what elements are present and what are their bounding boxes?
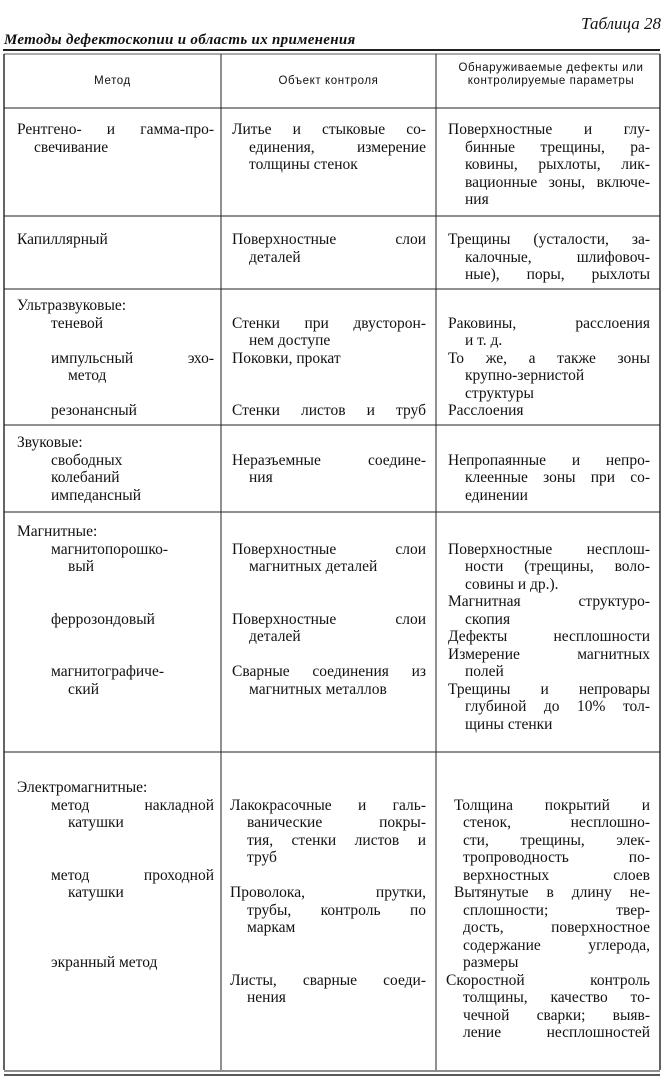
row5-defects1-line5: скопия xyxy=(465,610,511,628)
row5-group-label: Магнитные: xyxy=(17,523,98,540)
row3-defects1-line2: и т. д. xyxy=(465,332,503,349)
row5-object1-line1: Поверхностные слои xyxy=(232,540,426,558)
row6-defects xyxy=(446,797,650,1042)
row3-method2-line1: импульсный эхо- xyxy=(51,349,214,367)
row5-object3-line2: магнитных металлов xyxy=(249,680,387,698)
row6-defects3-line4: ление несплошностей xyxy=(463,1024,650,1041)
row5-object xyxy=(232,541,426,699)
row3-method xyxy=(17,297,214,420)
row3-defects2-line3: структуры xyxy=(465,384,534,402)
row5-defects2-line1: Дефекты несплошности xyxy=(448,628,650,645)
row1-method-line1: Рентгено- и гамма-про- xyxy=(17,121,214,138)
row5-defects2-line3: полей xyxy=(465,663,504,680)
table-number-label: Таблица 28 xyxy=(581,14,661,33)
row6-defects2-line5: размеры xyxy=(463,954,519,971)
table-title: Методы дефектоскопии и область их применения xyxy=(4,32,356,48)
row5-method3-line1: магнитографиче- xyxy=(51,663,165,680)
row1-object-line1: Литье и стыковые со- xyxy=(232,121,426,138)
row5-method xyxy=(17,523,214,698)
row6-method xyxy=(17,779,214,972)
row3-defects1-line1: Раковины, расслоения xyxy=(448,314,650,332)
row3-object1-line1: Стенки при двусторон- xyxy=(232,314,426,332)
row6-defects2-line4: содержание углерода, xyxy=(463,936,650,954)
row5-defects2-line2: Измерение магнитных xyxy=(448,645,650,663)
row2-defects-line2: калочные, шлифовоч- xyxy=(465,248,650,266)
row2-defects-line1: Трещины (усталости, за- xyxy=(448,231,650,248)
row5-defects1-line4: Магнитная структуро- xyxy=(448,593,650,610)
row3-method1: теневой xyxy=(51,314,104,332)
row5-method2: феррозондовый xyxy=(51,610,155,628)
row3-defects2-line2: крупно-зернистой xyxy=(465,367,585,384)
row6-method1-line2: катушки xyxy=(68,814,124,831)
row4-object-line2: ния xyxy=(249,469,273,486)
row5-defects1-line2: ности (трещины, воло- xyxy=(465,558,650,575)
row2-object-line2: деталей xyxy=(249,248,301,266)
row6-object1-line2: ванические покры- xyxy=(247,814,426,831)
row5-defects1-line1: Поверхностные несплош- xyxy=(448,540,650,558)
row4-object xyxy=(232,452,426,487)
row4-defects-line3: единении xyxy=(465,486,528,504)
row5-object2-line1: Поверхностные слои xyxy=(232,610,426,628)
row6-group-label: Электромагнитные: xyxy=(17,779,148,796)
row6-method1-line1: метод накладной xyxy=(51,796,214,814)
row5-method3-line2: ский xyxy=(68,680,99,698)
row3-method3: резонансный xyxy=(51,402,137,419)
row1-defects-line4: вационные зоны, включе- xyxy=(465,173,650,191)
row6-defects2-line1: Вытянутые в длину не- xyxy=(454,884,650,901)
row6-defects3-line2: толщины, качество то- xyxy=(463,989,650,1006)
row2-object-line1: Поверхностные слои xyxy=(232,231,426,248)
row6-object xyxy=(230,797,426,1007)
row2-method-line1: Капиллярный xyxy=(17,231,108,248)
row1-defects-line2: бинные трещины, ра- xyxy=(465,138,650,156)
row1-defects-line3: ковины, рыхлоты, лик- xyxy=(465,156,650,173)
row1-method-line2: свечивание xyxy=(34,138,109,156)
row4-defects-line1: Непропаянные и непро- xyxy=(448,451,650,469)
row3-object1-line2: нем доступе xyxy=(249,332,331,349)
row5-defects1-line3: совины и др.). xyxy=(465,575,559,593)
row3-object2: Поковки, прокат xyxy=(232,349,341,367)
row6-object2-line1: Проволока, прутки, xyxy=(230,884,426,901)
row6-object3-line1: Листы, сварные соеди- xyxy=(230,971,426,989)
row1-defects-line5: ния xyxy=(465,191,489,208)
row5-object2-line2: деталей xyxy=(249,628,301,645)
row5-defects3-line1: Трещины и непровары xyxy=(448,680,650,698)
row2-method xyxy=(17,231,214,249)
row1-object xyxy=(232,121,426,174)
row5-method1-line1: магнитопорошко- xyxy=(51,540,168,558)
row6-defects1-line2: стенок, несплошно- xyxy=(463,814,650,831)
row1-object-line3: толщины стенок xyxy=(249,156,358,173)
row6-defects1-line4: тропроводность по- xyxy=(463,849,650,866)
row6-object1-line4: труб xyxy=(247,849,277,866)
row6-method2-line2: катушки xyxy=(68,884,124,901)
row6-object1-line1: Лакокрасочные и галь- xyxy=(230,796,426,814)
row4-defects xyxy=(448,452,650,505)
row1-method xyxy=(17,121,214,156)
row6-defects1-line3: сти, трещины, элек- xyxy=(463,831,650,849)
row4-method1-line2: колебаний xyxy=(51,469,120,486)
row4-object-line1: Неразъемные соедине- xyxy=(232,451,426,469)
row6-object2-line2: трубы, контроль по xyxy=(247,901,426,919)
row5-defects3-line2: глубиной до 10% тол- xyxy=(465,698,650,715)
column-header-object: Объект контроля xyxy=(278,75,379,87)
row2-object xyxy=(232,231,426,266)
row3-defects3: Расслоения xyxy=(448,402,524,419)
row1-defects-line1: Поверхностные и глу- xyxy=(448,121,650,138)
row4-method1-line3: импедансный xyxy=(51,486,142,504)
column-header-defects: Обнаруживаемые дефекты или контролируемые параметры xyxy=(458,62,644,87)
row1-defects xyxy=(448,121,650,209)
row4-defects-line2: клеенные зоны при со- xyxy=(465,469,650,486)
row3-defects2-line1: То же, а также зоны xyxy=(448,349,650,367)
row6-object2-line3: маркам xyxy=(247,919,296,936)
row6-defects2-line2: сплошности; твер- xyxy=(463,901,650,919)
row2-defects-line3: ные), поры, рыхлоты xyxy=(465,266,650,283)
row4-method xyxy=(17,434,214,504)
row5-defects xyxy=(448,541,650,734)
row1-object-line2: единения, измерение xyxy=(249,138,426,156)
row6-method2-line1: метод проходной xyxy=(51,866,214,884)
row4-group-label: Звуковые: xyxy=(17,434,83,451)
row6-defects2-line3: дость, поверхностное xyxy=(463,919,650,936)
row3-method2-line2: метод xyxy=(68,367,107,384)
row3-defects xyxy=(448,315,650,420)
row5-object1-line2: магнитных деталей xyxy=(249,558,378,575)
row6-method3: экранный метод xyxy=(51,954,158,971)
row6-defects3-line3: чечной сварки; выяв- xyxy=(463,1006,650,1024)
row6-object3-line2: нения xyxy=(247,989,286,1006)
row5-defects3-line3: щины стенки xyxy=(465,715,553,733)
column-header-method: Метод xyxy=(94,75,131,87)
row6-defects3-line1: Скоростной контроль xyxy=(446,971,650,989)
row4-method1-line1: свободных xyxy=(51,451,123,469)
row6-defects1-line5: верхностных слоев xyxy=(463,866,650,884)
row5-method1-line2: вый xyxy=(68,558,95,575)
row2-defects xyxy=(448,231,650,284)
row3-object xyxy=(232,315,426,420)
row5-object3-line1: Сварные соединения из xyxy=(232,663,426,680)
row3-object3: Стенки листов и труб xyxy=(232,402,426,419)
row3-group-label: Ультразвуковые: xyxy=(17,297,127,314)
row6-object1-line3: тия, стенки листов и xyxy=(247,831,426,849)
row6-defects1-line1: Толщина покрытий и xyxy=(454,796,650,814)
